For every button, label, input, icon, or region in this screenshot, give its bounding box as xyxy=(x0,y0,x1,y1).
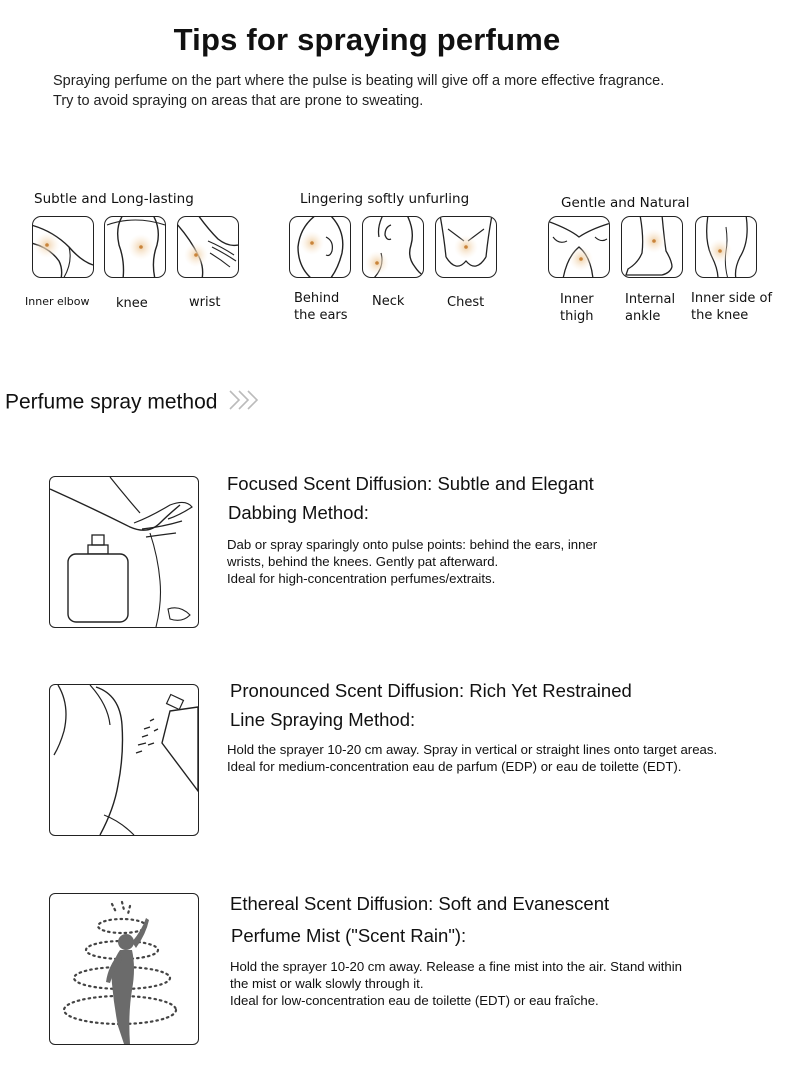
label-behind-ears-line-2: the ears xyxy=(294,308,348,323)
method-2-line-1: Hold the sprayer 10-20 cm away. Spray in vertical or straight lines onto target areas. xyxy=(227,742,718,757)
behind-ears-icon xyxy=(289,216,351,278)
label-inner-knee-line-2: the knee xyxy=(691,308,749,323)
label-internal-ankle-line-2: ankle xyxy=(625,309,661,324)
method-3-heading: Ethereal Scent Diffusion: Soft and Evanescent xyxy=(230,893,610,914)
label-chest: Chest xyxy=(447,295,485,310)
neck-icon xyxy=(362,216,424,278)
method-2-description xyxy=(227,741,717,775)
dabbing-illustration-icon xyxy=(49,476,199,628)
double-chevron-right-icon xyxy=(227,388,263,418)
label-behind-ears-line-1: Behind xyxy=(294,291,340,306)
group-title-gentle: Gentle and Natural xyxy=(561,195,690,211)
label-internal-ankle xyxy=(625,291,675,325)
label-inner-thigh-line-2: thigh xyxy=(560,309,594,324)
method-1-subheading: Dabbing Method: xyxy=(228,502,369,523)
method-2-subheading: Line Spraying Method: xyxy=(230,709,416,730)
method-1-line-1: Dab or spray sparingly onto pulse points: behind the ears, inner xyxy=(227,537,598,552)
inner-thigh-icon xyxy=(548,216,610,278)
method-3-line-3: Ideal for low-concentration eau de toilette (EDT) or eau fraîche. xyxy=(230,993,599,1008)
label-wrist: wrist xyxy=(189,295,221,310)
label-inner-knee-line-1: Inner side of xyxy=(691,291,773,306)
label-inner-thigh-line-1: Inner xyxy=(560,292,594,307)
section-title-spray-method xyxy=(5,388,263,418)
internal-ankle-icon xyxy=(621,216,683,278)
inner-knee-icon xyxy=(695,216,757,278)
method-1-heading: Focused Scent Diffusion: Subtle and Elegant xyxy=(227,473,594,494)
label-knee: knee xyxy=(116,296,148,311)
method-3-line-2: the mist or walk slowly through it. xyxy=(230,976,424,991)
mist-illustration-icon xyxy=(49,893,199,1045)
method-1-line-3: Ideal for high-concentration perfumes/extraits. xyxy=(227,571,496,586)
section-title-text: Perfume spray method xyxy=(5,390,218,414)
knee-icon xyxy=(104,216,166,278)
label-inner-knee xyxy=(691,290,772,324)
method-1-line-2: wrists, behind the knees. Gently pat afterward. xyxy=(227,554,499,569)
intro-line-1: Spraying perfume on the part where the pulse is beating will give off a more effective fragrance. xyxy=(53,73,665,89)
label-behind-ears xyxy=(294,290,348,324)
method-1-description xyxy=(227,536,597,587)
group-title-lingering: Lingering softly unfurling xyxy=(300,191,470,207)
label-inner-elbow: Inner elbow xyxy=(25,295,90,308)
method-3-subheading: Perfume Mist ("Scent Rain"): xyxy=(231,925,467,946)
method-3-line-1: Hold the sprayer 10-20 cm away. Release a fine mist into the air. Stand within xyxy=(230,959,683,974)
intro-line-2: Try to avoid spraying on areas that are prone to sweating. xyxy=(53,93,424,109)
line-spray-illustration-icon xyxy=(49,684,199,836)
label-neck: Neck xyxy=(372,294,405,309)
method-2-line-2: Ideal for medium-concentration eau de parfum (EDP) or eau de toilette (EDT). xyxy=(227,759,682,774)
method-3-description xyxy=(230,958,682,1009)
group-title-subtle: Subtle and Long-lasting xyxy=(34,191,194,207)
method-2-heading: Pronounced Scent Diffusion: Rich Yet Restrained xyxy=(230,680,632,701)
inner-elbow-icon xyxy=(32,216,94,278)
page-title: Tips for spraying perfume xyxy=(173,22,561,57)
wrist-icon xyxy=(177,216,239,278)
chest-icon xyxy=(435,216,497,278)
label-inner-thigh xyxy=(560,291,594,325)
label-internal-ankle-line-1: Internal xyxy=(625,292,676,307)
